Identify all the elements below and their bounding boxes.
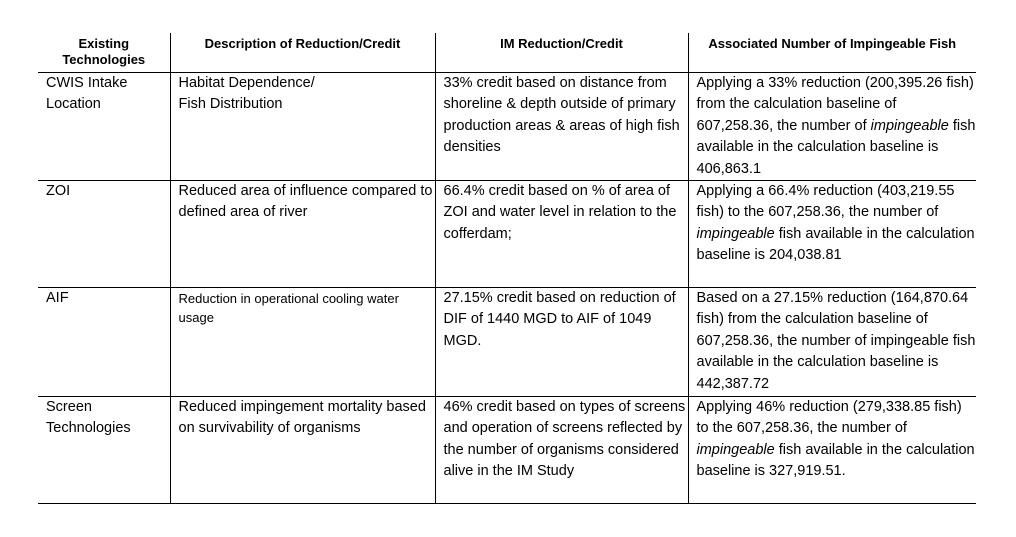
table-row xyxy=(38,73,976,181)
header-existing-technologies: Existing Technologies xyxy=(38,33,170,73)
technology-credit-table xyxy=(38,33,976,504)
table-row xyxy=(38,397,976,504)
header-impingeable-fish: Associated Number of Impingeable Fish xyxy=(688,33,976,73)
impingeable-fish-cell xyxy=(688,73,976,181)
fish-text: Applying a 66.4% reduction (403,219.55 fish) to the 607,258.36, the number of xyxy=(696,183,955,221)
impingeable-fish-cell: Based on a 27.15% reduction (164,870.64 fish) from the calculation baseline of 607,258.36, the number of impingeable fish available in the calculation baseline is 442,387.72 xyxy=(688,288,976,397)
technology-cell: AIF xyxy=(38,288,170,397)
im-credit-cell: 27.15% credit based on reduction of DIF of 1440 MGD to AIF of 1049 MGD. xyxy=(435,288,688,397)
fish-text: fish available in the calculation baseline is 204,038.81 xyxy=(696,225,975,264)
description-cell: Reduced area of influence compared to defined area of river xyxy=(170,181,435,288)
fish-italic-term: impingeable xyxy=(696,225,775,242)
table-row xyxy=(38,181,976,288)
table-header-row xyxy=(38,33,976,73)
fish-text: Applying a 33% reduction (200,395.26 fish) from the calculation baseline of 607,258.36, the number of xyxy=(696,75,974,134)
header-im-reduction: IM Reduction/Credit xyxy=(435,33,688,73)
technology-cell: Screen Technologies xyxy=(38,397,170,504)
fish-text: Applying 46% reduction (279,338.85 fish) to the 607,258.36, the number of xyxy=(696,399,962,437)
fish-italic-term: impingeable xyxy=(870,117,949,134)
table-row xyxy=(38,288,976,397)
fish-text: fish available in the calculation baseline is 406,863.1 xyxy=(696,117,976,177)
im-credit-cell: 66.4% credit based on % of area of ZOI and water level in relation to the cofferdam; xyxy=(435,181,688,288)
description-cell: Reduced impingement mortality based on survivability of organisms xyxy=(170,397,435,504)
header-description: Description of Reduction/Credit xyxy=(170,33,435,73)
technology-cell: ZOI xyxy=(38,181,170,288)
description-cell: Reduction in operational cooling water usage xyxy=(170,288,435,397)
impingeable-fish-cell xyxy=(688,397,976,504)
im-credit-cell: 33% credit based on distance from shoreline & depth outside of primary production areas & areas of high fish densities xyxy=(435,73,688,181)
description-line: Habitat Dependence/ xyxy=(178,75,315,91)
description-line: Fish Distribution xyxy=(178,96,283,113)
impingeable-fish-cell xyxy=(688,181,976,288)
im-credit-cell: 46% credit based on types of screens and operation of screens reflected by the number of organisms considered alive in the IM Study xyxy=(435,397,688,504)
fish-italic-term: impingeable xyxy=(696,441,775,458)
technology-cell: CWIS Intake Location xyxy=(38,73,170,181)
fish-text: fish available in the calculation baseline is 327,919.51. xyxy=(696,441,975,480)
description-cell xyxy=(170,73,435,181)
